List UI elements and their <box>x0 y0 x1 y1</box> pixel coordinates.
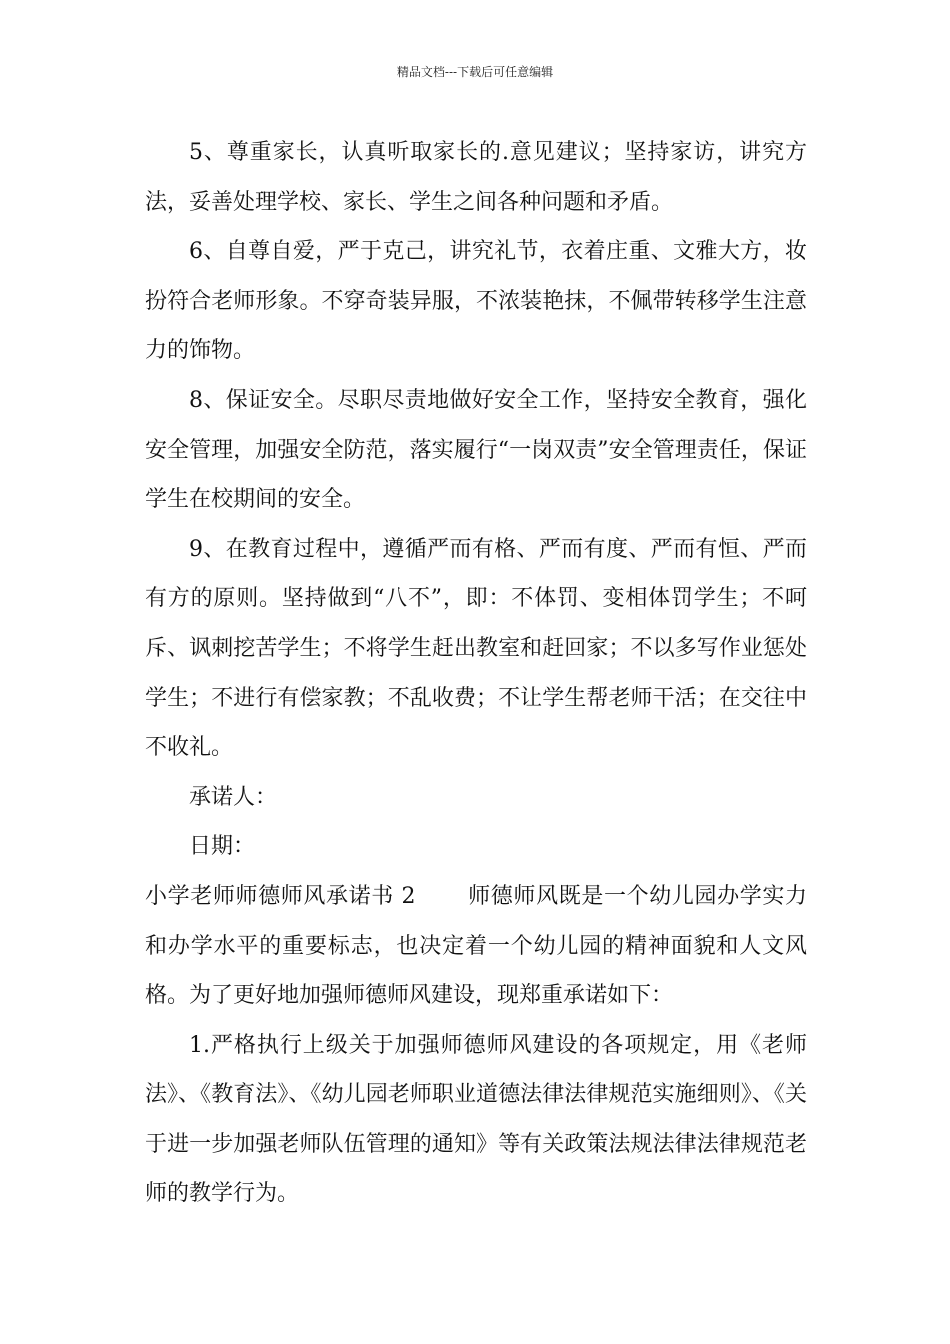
paragraph-item-5: 5、尊重家长，认真听取家长的.意见建议；坚持家访，讲究方法，妥善处理学校、家长、学生之间各种问题和矛盾。 <box>145 140 807 215</box>
paragraph-item-8: 8、保证安全。尽职尽责地做好安全工作，坚持安全教育，强化安全管理，加强安全防范，落实履行“一岗双责”安全管理责任，保证学生在校期间的安全。 <box>145 387 807 513</box>
section-paragraph <box>145 872 807 1021</box>
paragraph-item-9: 9、在教育过程中，遵循严而有格、严而有度、严而有恒、严而有方的原则。坚持做到“八不”，即：不体罚、变相体罚学生；不呵斥、讽刺挖苦学生；不将学生赶出教室和赶回家；不以多写作业惩处学生；不进行有偿家教；不乱收费；不让学生帮老师干活；在交往中不收礼。 <box>145 536 807 761</box>
paragraph-item-6: 6、自尊自爱，严于克己，讲究礼节，衣着庄重、文雅大方，妆扮符合老师形象。不穿奇装异服，不浓装艳抹，不佩带转移学生注意力的饰物。 <box>145 239 807 364</box>
section-intro: 师德师风既是一个幼儿园办学实力和办学水平的重要标志，也决定着一个幼儿园的精神面貌和人文风格。为了更好地加强师德师风建设，现郑重承诺如下： <box>145 883 807 1009</box>
signatory-label: 承诺人： <box>189 784 278 810</box>
page-header: 精品文档---下载后可任意编辑 <box>396 65 554 79</box>
document-body <box>145 128 807 1219</box>
section-heading: 小学老师师德师风承诺书 2 <box>145 883 416 909</box>
date-label: 日期： <box>189 834 256 860</box>
paragraph-item-1: 1.严格执行上级关于加强师德师风建设的各项规定，用《老师法》、《教育法》、《幼儿园老师职业道德法律法律规范实施细则》、《关于进一步加强老师队伍管理的通知》等有关政策法规法律法律规范老师的教学行为。 <box>145 1032 807 1207</box>
